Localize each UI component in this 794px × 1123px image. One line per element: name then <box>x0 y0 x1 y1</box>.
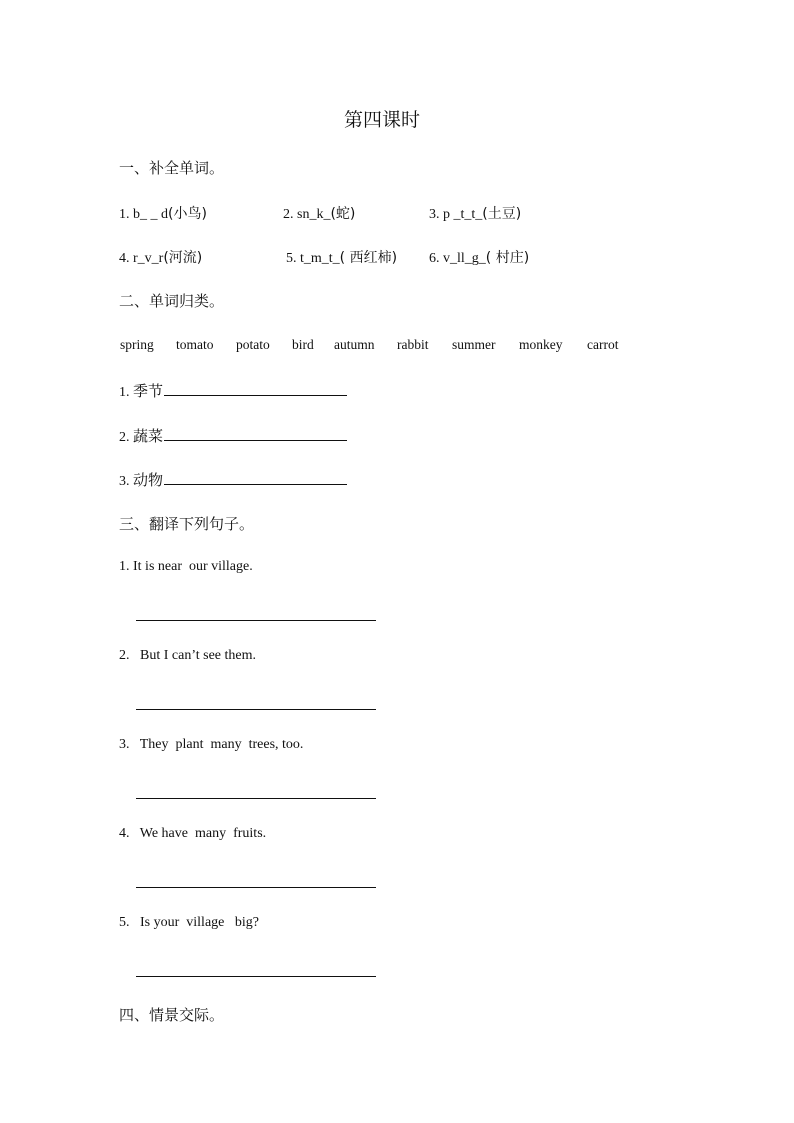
word-bank-word: potato <box>236 337 270 352</box>
item-number: 5. <box>286 251 297 266</box>
answer-blank[interactable] <box>164 381 347 396</box>
category-row-3 <box>119 469 347 490</box>
item-number: 3. <box>429 207 440 222</box>
item-hint: (土豆) <box>482 206 522 222</box>
word-bank-word: autumn <box>334 337 375 352</box>
item-word: sn_k_ <box>297 207 331 222</box>
sentence-1: 1. It is near our village. <box>119 559 253 574</box>
item-word: b_ _ d <box>133 207 168 222</box>
sentence-5: 5. Is your village big? <box>119 915 259 930</box>
item-hint: ( 西红柿) <box>339 250 398 266</box>
category-label: 蔬菜 <box>133 427 164 445</box>
translation-answer-line-4[interactable] <box>136 887 376 888</box>
word-bank-word: rabbit <box>397 337 429 352</box>
translation-answer-line-5[interactable] <box>136 976 376 977</box>
word-bank-word: carrot <box>587 337 619 352</box>
fill-word-item-3 <box>429 203 521 223</box>
item-number: 6. <box>429 251 440 266</box>
fill-word-item-2 <box>283 203 355 223</box>
word-bank-word: bird <box>292 337 314 352</box>
item-hint: (河流) <box>163 250 203 266</box>
category-label: 动物 <box>133 471 164 489</box>
item-hint: ( 村庄) <box>485 250 530 266</box>
sentence-4: 4. We have many fruits. <box>119 826 267 841</box>
item-word: r_v_r <box>133 251 164 266</box>
category-label: 季节 <box>133 382 164 400</box>
translation-answer-line-1[interactable] <box>136 620 376 621</box>
sentence-3: 3. They plant many trees, too. <box>119 737 304 752</box>
word-bank-word: spring <box>120 337 154 352</box>
category-number: 1. <box>119 385 130 400</box>
category-row-2 <box>119 425 347 446</box>
item-number: 2. <box>283 207 294 222</box>
sentence-2: 2. But I can’t see them. <box>119 648 256 663</box>
word-bank-word: summer <box>452 337 496 352</box>
section1-heading: 一、补全单词。 <box>119 159 225 177</box>
fill-word-item-4 <box>119 247 202 267</box>
category-row-1 <box>119 380 347 401</box>
word-bank-word: tomato <box>176 337 214 352</box>
category-number: 2. <box>119 430 130 445</box>
translation-answer-line-2[interactable] <box>136 709 376 710</box>
fill-word-item-6 <box>429 247 529 267</box>
section4-heading: 四、情景交际。 <box>119 1006 225 1024</box>
fill-word-item-1 <box>119 203 207 223</box>
word-bank-word: monkey <box>519 337 563 352</box>
section3-heading: 三、翻译下列句子。 <box>119 515 255 533</box>
item-word: v_ll_g_ <box>443 251 486 266</box>
item-word: t_m_t_ <box>300 251 340 266</box>
translation-answer-line-3[interactable] <box>136 798 376 799</box>
item-number: 4. <box>119 251 130 266</box>
item-number: 1. <box>119 207 130 222</box>
item-hint: (蛇) <box>330 206 356 222</box>
section2-heading: 二、单词归类。 <box>119 292 225 310</box>
answer-blank[interactable] <box>164 470 347 485</box>
item-word: p _t_t_ <box>443 207 483 222</box>
category-number: 3. <box>119 474 130 489</box>
fill-word-item-5 <box>286 247 397 267</box>
item-hint: (小鸟) <box>168 206 207 222</box>
page-title: 第四课时 <box>344 109 421 131</box>
answer-blank[interactable] <box>164 426 347 441</box>
